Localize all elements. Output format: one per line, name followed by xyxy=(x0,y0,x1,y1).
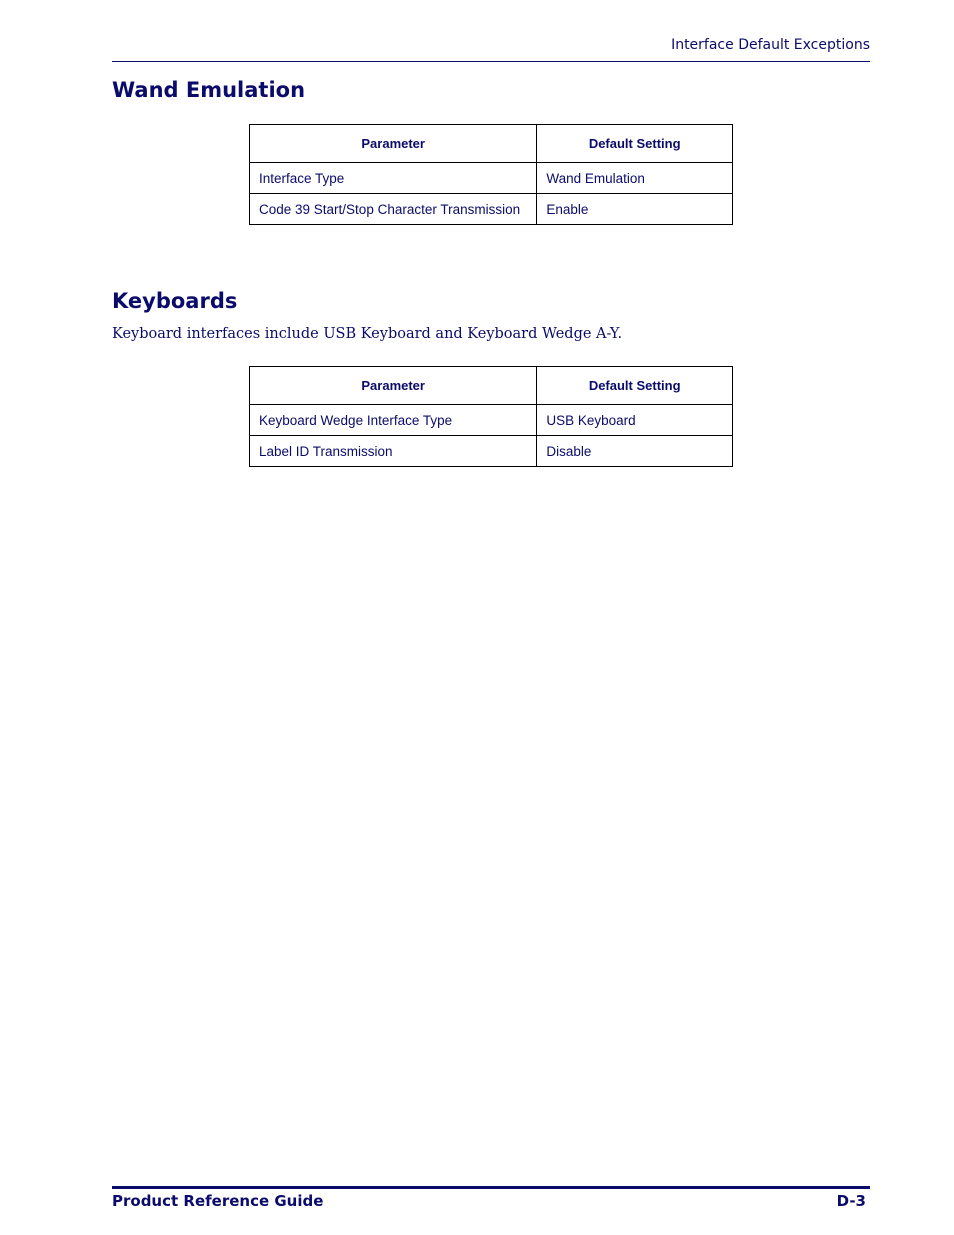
header-rule xyxy=(112,61,870,62)
column-header-default-setting: Default Setting xyxy=(537,367,733,405)
keyboards-intro-text: Keyboard interfaces include USB Keyboard and Keyboard Wedge A-Y. xyxy=(112,326,623,342)
table-header-row xyxy=(250,125,733,163)
table-row xyxy=(250,405,733,436)
section-title-keyboards: Keyboards xyxy=(112,289,238,313)
parameter-cell: Label ID Transmission xyxy=(250,436,537,467)
parameter-cell: Keyboard Wedge Interface Type xyxy=(250,405,537,436)
keyboards-table xyxy=(249,366,733,467)
default-setting-cell: Enable xyxy=(537,194,733,225)
default-setting-cell: Disable xyxy=(537,436,733,467)
default-setting-cell: Wand Emulation xyxy=(537,163,733,194)
footer-rule xyxy=(112,1186,870,1189)
table-row xyxy=(250,194,733,225)
parameter-cell: Code 39 Start/Stop Character Transmission xyxy=(250,194,537,225)
table-header-row xyxy=(250,367,733,405)
footer-page-number: D-3 xyxy=(836,1192,866,1210)
table-row xyxy=(250,436,733,467)
default-setting-cell: USB Keyboard xyxy=(537,405,733,436)
running-header: Interface Default Exceptions xyxy=(671,37,870,53)
parameter-cell: Interface Type xyxy=(250,163,537,194)
wand-emulation-table xyxy=(249,124,733,225)
footer-guide-title: Product Reference Guide xyxy=(112,1192,324,1210)
column-header-parameter: Parameter xyxy=(250,367,537,405)
column-header-parameter: Parameter xyxy=(250,125,537,163)
table-row xyxy=(250,163,733,194)
column-header-default-setting: Default Setting xyxy=(537,125,733,163)
section-title-wand-emulation: Wand Emulation xyxy=(112,78,306,102)
